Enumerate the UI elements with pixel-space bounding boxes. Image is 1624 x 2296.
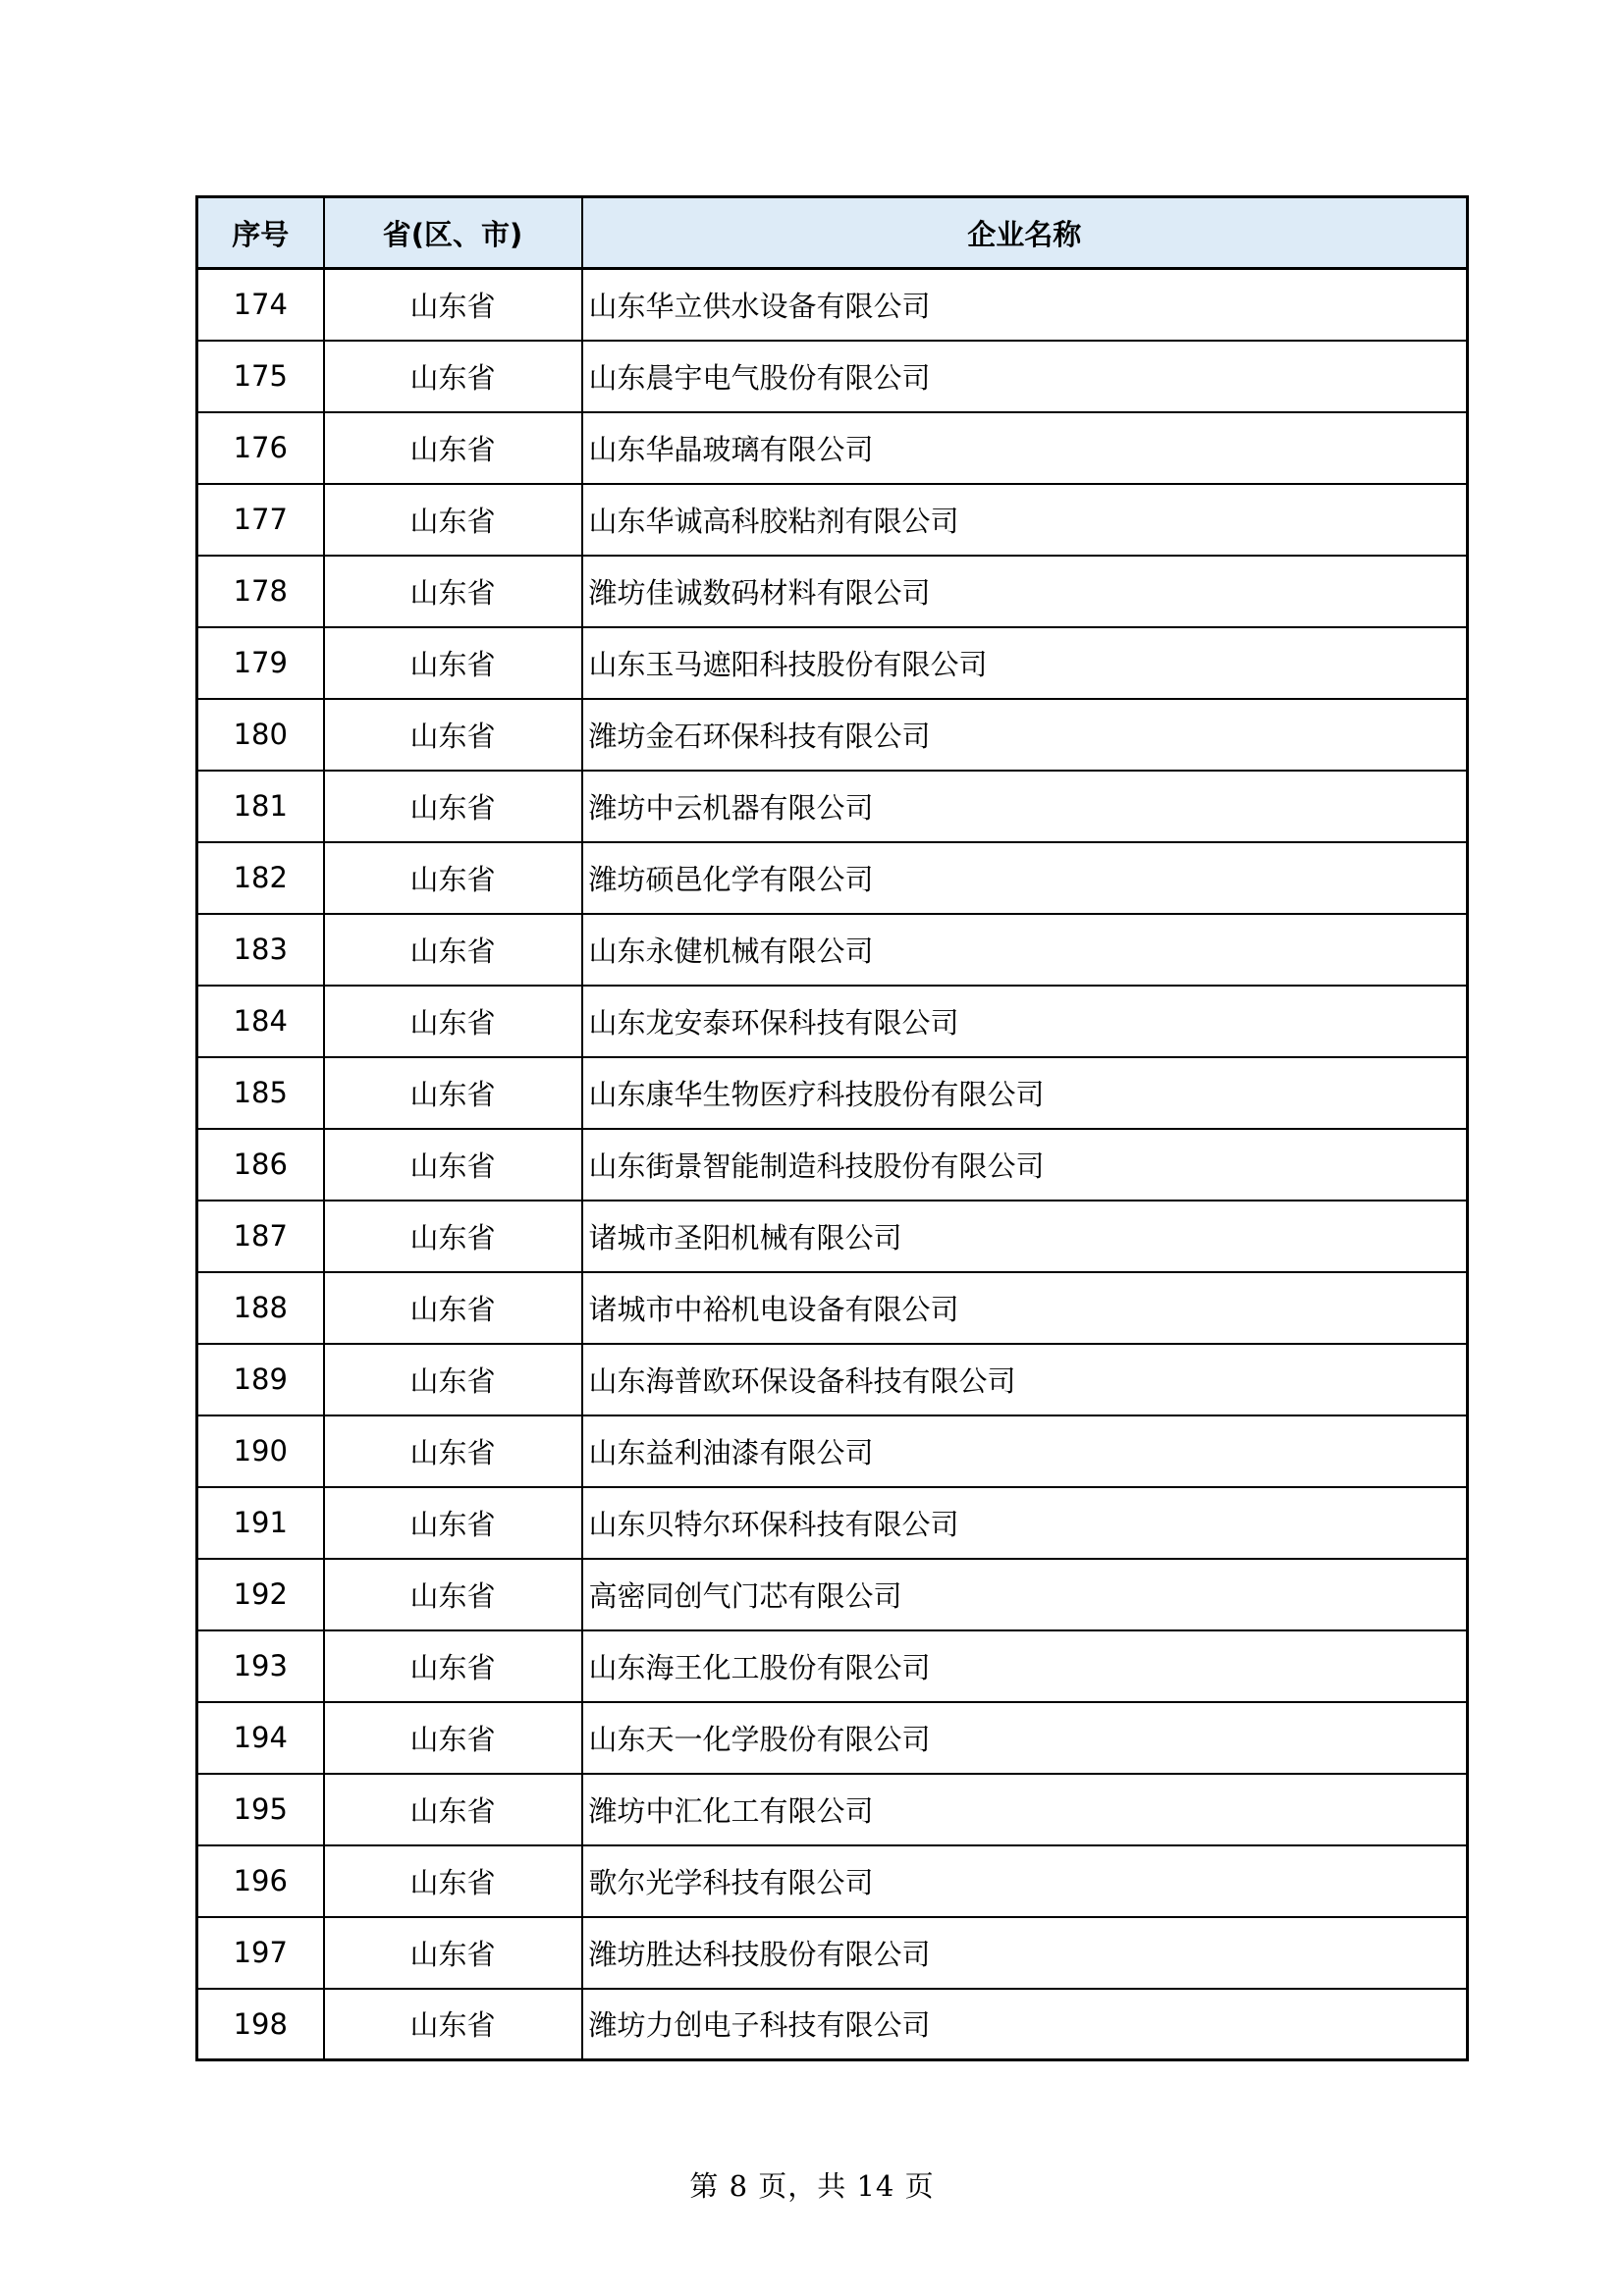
table-row	[197, 1487, 1468, 1559]
row-province: 山东省	[324, 1415, 582, 1487]
row-company-name: 山东海王化工股份有限公司	[582, 1630, 1468, 1702]
row-serial-number: 195	[197, 1774, 324, 1845]
row-province: 山东省	[324, 1774, 582, 1845]
row-serial-number: 180	[197, 699, 324, 771]
row-province: 山东省	[324, 1559, 582, 1630]
row-company-name: 山东益利油漆有限公司	[582, 1415, 1468, 1487]
page-footer: 第 8 页，共 14 页	[689, 2169, 935, 2203]
row-company-name: 潍坊硕邑化学有限公司	[582, 842, 1468, 914]
table-row	[197, 1415, 1468, 1487]
row-company-name: 山东玉马遮阳科技股份有限公司	[582, 627, 1468, 699]
table-row	[197, 842, 1468, 914]
row-company-name: 山东天一化学股份有限公司	[582, 1702, 1468, 1774]
table-row	[197, 1917, 1468, 1989]
table-row	[197, 699, 1468, 771]
table-body	[197, 269, 1468, 2060]
row-company-name: 潍坊佳诚数码材料有限公司	[582, 556, 1468, 627]
row-province: 山东省	[324, 1989, 582, 2060]
table-row	[197, 1344, 1468, 1415]
row-company-name: 山东华立供水设备有限公司	[582, 269, 1468, 341]
row-province: 山东省	[324, 1702, 582, 1774]
row-company-name: 山东永健机械有限公司	[582, 914, 1468, 986]
row-company-name: 歌尔光学科技有限公司	[582, 1845, 1468, 1917]
header-row	[197, 197, 1468, 269]
row-province: 山东省	[324, 1845, 582, 1917]
table-row	[197, 914, 1468, 986]
row-serial-number: 190	[197, 1415, 324, 1487]
row-province: 山东省	[324, 771, 582, 842]
row-province: 山东省	[324, 1057, 582, 1129]
row-province: 山东省	[324, 699, 582, 771]
row-serial-number: 185	[197, 1057, 324, 1129]
row-serial-number: 192	[197, 1559, 324, 1630]
row-province: 山东省	[324, 412, 582, 484]
row-company-name: 山东街景智能制造科技股份有限公司	[582, 1129, 1468, 1201]
row-serial-number: 186	[197, 1129, 324, 1201]
row-province: 山东省	[324, 1487, 582, 1559]
row-serial-number: 183	[197, 914, 324, 986]
row-serial-number: 189	[197, 1344, 324, 1415]
table-row	[197, 1559, 1468, 1630]
table-row	[197, 1630, 1468, 1702]
table-row	[197, 1989, 1468, 2060]
table-row	[197, 1774, 1468, 1845]
row-province: 山东省	[324, 1272, 582, 1344]
row-serial-number: 174	[197, 269, 324, 341]
table-row	[197, 1702, 1468, 1774]
row-company-name: 潍坊中云机器有限公司	[582, 771, 1468, 842]
row-serial-number: 198	[197, 1989, 324, 2060]
table-row	[197, 627, 1468, 699]
header-province: 省(区、市)	[324, 197, 582, 269]
table-row	[197, 1201, 1468, 1272]
header-serial-number: 序号	[197, 197, 324, 269]
row-province: 山东省	[324, 986, 582, 1057]
row-serial-number: 191	[197, 1487, 324, 1559]
row-company-name: 诸城市中裕机电设备有限公司	[582, 1272, 1468, 1344]
row-province: 山东省	[324, 1201, 582, 1272]
table-row	[197, 986, 1468, 1057]
row-serial-number: 184	[197, 986, 324, 1057]
row-province: 山东省	[324, 914, 582, 986]
row-province: 山东省	[324, 269, 582, 341]
row-serial-number: 187	[197, 1201, 324, 1272]
table-row	[197, 341, 1468, 412]
table-row	[197, 484, 1468, 556]
row-serial-number: 175	[197, 341, 324, 412]
row-serial-number: 193	[197, 1630, 324, 1702]
row-province: 山东省	[324, 1917, 582, 1989]
header-company-name: 企业名称	[582, 197, 1468, 269]
row-company-name: 山东龙安泰环保科技有限公司	[582, 986, 1468, 1057]
table-row	[197, 412, 1468, 484]
company-table	[195, 195, 1469, 2061]
row-company-name: 高密同创气门芯有限公司	[582, 1559, 1468, 1630]
row-serial-number: 182	[197, 842, 324, 914]
row-province: 山东省	[324, 1129, 582, 1201]
row-company-name: 潍坊中汇化工有限公司	[582, 1774, 1468, 1845]
row-province: 山东省	[324, 1344, 582, 1415]
table-row	[197, 1845, 1468, 1917]
row-company-name: 山东海普欧环保设备科技有限公司	[582, 1344, 1468, 1415]
row-serial-number: 176	[197, 412, 324, 484]
row-province: 山东省	[324, 627, 582, 699]
row-province: 山东省	[324, 484, 582, 556]
row-province: 山东省	[324, 556, 582, 627]
table-row	[197, 1129, 1468, 1201]
row-serial-number: 197	[197, 1917, 324, 1989]
row-company-name: 诸城市圣阳机械有限公司	[582, 1201, 1468, 1272]
row-serial-number: 194	[197, 1702, 324, 1774]
row-company-name: 山东贝特尔环保科技有限公司	[582, 1487, 1468, 1559]
row-company-name: 潍坊力创电子科技有限公司	[582, 1989, 1468, 2060]
row-company-name: 潍坊金石环保科技有限公司	[582, 699, 1468, 771]
company-table-container	[195, 195, 1466, 2061]
row-company-name: 山东晨宇电气股份有限公司	[582, 341, 1468, 412]
row-serial-number: 178	[197, 556, 324, 627]
row-company-name: 山东康华生物医疗科技股份有限公司	[582, 1057, 1468, 1129]
table-row	[197, 1272, 1468, 1344]
row-serial-number: 188	[197, 1272, 324, 1344]
table-row	[197, 1057, 1468, 1129]
table-row	[197, 771, 1468, 842]
table-header	[197, 197, 1468, 269]
table-row	[197, 269, 1468, 341]
row-province: 山东省	[324, 341, 582, 412]
row-serial-number: 196	[197, 1845, 324, 1917]
row-serial-number: 177	[197, 484, 324, 556]
row-company-name: 山东华诚高科胶粘剂有限公司	[582, 484, 1468, 556]
row-province: 山东省	[324, 842, 582, 914]
row-company-name: 潍坊胜达科技股份有限公司	[582, 1917, 1468, 1989]
table-row	[197, 556, 1468, 627]
row-serial-number: 179	[197, 627, 324, 699]
row-serial-number: 181	[197, 771, 324, 842]
row-province: 山东省	[324, 1630, 582, 1702]
row-company-name: 山东华晶玻璃有限公司	[582, 412, 1468, 484]
